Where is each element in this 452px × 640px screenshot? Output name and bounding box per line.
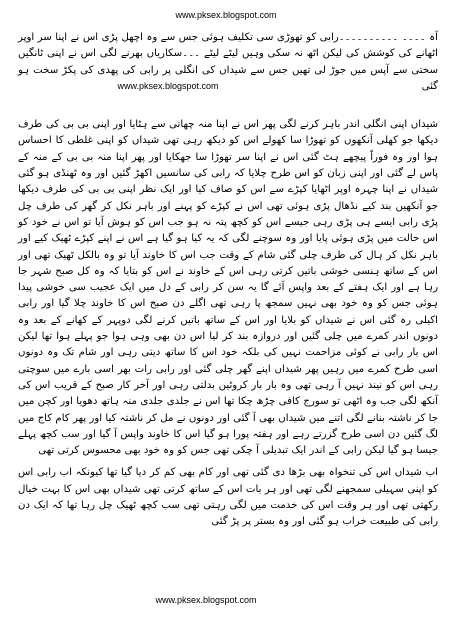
watermark-bottom: www.pksex.blogspot.com: [155, 595, 257, 605]
paragraph-3: اب شیداں اس کی تنخواہ بھی بڑھا دی گئی تھی اور کام بھی کم کر دیا گیا تھا کیونکہ اب رابی اس کو اپنی سہیلی سمجھنے لگی تھی اور ہر بات اس کے ساتھ کرتی تھی شیداں بھی اس کا بہت خیال رکھتی تھی اور ہر وقت اس کی خدمت میں لگی رہتی تھی سب کچھ ٹھیک چل رہا تھا کہ ایک دن رابی کی طبیعت خراب ہو گئی اور وہ بستر پر پڑ گئی: [18, 467, 438, 528]
watermark-top: www.pksex.blogspot.com: [175, 10, 277, 20]
paragraph-1: آہ ۔۔۔۔ ۔۔۔۔۔۔۔۔۔۔رابی کو تھوڑی سی تکلیف ہوئی جس سے وہ اچھل پڑی اس نے اپنا سر اوپر اٹھانے کی کوشش کی لیکن اٹھ نہ سکی وہیں لیٹے لیٹے ۔۔۔سکاریاں بھرنے لگی اس نے اپنی ٹانگیں سختی سے آپس میں جوڑ لی تھیں جس سے شیداں کی انگلی پر رابی کی پھدی کی پکڑ سخت ہو گئی: [18, 32, 438, 92]
watermark-middle: www.pksex.blogspot.com: [117, 81, 219, 91]
story-body: [18, 30, 438, 531]
paragraph-2: شیداں اپنی انگلی اندر باہر کرنے لگی پھر اس نے اپنا منہ چھاتی سے ہٹایا اور اپنی بی بی کی طرف دیکھا جو کھلی آنکھوں کو تھوڑا سا کھولے اس کو دیکھ رہی تھی شیداں کو اپنی غلطی کا احساس ہوا اور وہ فوراً پیچھے ہٹ گئی اس نے اپنا سر تھوڑا سا جھکایا اور پھر اپنا منہ بی بی کے منہ کے پاس لے گئی اور اپنی زبان کو اس طرح چلایا کہ رابی کی سانسیں اکھڑ گئیں اور وہ ٹھنڈی ہو گئی شیداں نے اپنا چہرہ اوپر اٹھایا کپڑے سے اس کو صاف کیا اور ایک نظر اپنی بی بی کی طرف دیکھا جو آنکھیں بند کیے نڈھال پڑی ہوئی تھی اس نے کپڑے کو پہنے اور باہر نکل کر گھر کی طرف چل پڑی رابی ایسے ہی پڑی رہی جیسے اس کو کچھ پتہ نہ ہو جب اس کو ہوش آیا تو اس نے خود کو اس حالت میں پڑی ہوئی پایا اور وہ سوچنے لگی کہ یہ کیا ہو گیا ہے اس نے اپنے کپڑے ٹھیک کیے اور باہر نکل کر ہال کی طرف چلی گئی شام کے وقت جب اس کا خاوند آیا تو وہ بالکل ٹھیک تھی اور اس کے ساتھ ہنسی خوشی باتیں کرتی رہی اس کے خاوند نے اس کو بتایا کہ وہ کل صبح شہر جا رہا ہے اور ایک ہفتے کے بعد واپس آئے گا یہ سن کر رابی کے دل میں ایک عجیب سی خوشی پیدا ہوئی جس کو وہ خود بھی نہیں سمجھ پا رہی تھی اگلے دن صبح اس کا خاوند چلا گیا اور رابی اکیلی رہ گئی اس نے شیداں کو بلایا اور اس کے ساتھ باتیں کرنے لگی دوپہر کے کھانے کے بعد وہ دونوں اندر کمرے میں چلی گئیں اور دروازہ بند کر لیا اس دن بھی وہی ہوا جو پہلے ہوا تھا لیکن اس بار رابی نے کوئی مزاحمت نہیں کی بلکہ خود اس کا ساتھ دیتی رہی اور شام تک وہ دونوں اسی طرح کمرے میں رہیں پھر شیداں اپنے گھر چلی گئی اور رابی رات بھر اسی بارے میں سوچتی رہی اس کو نیند نہیں آ رہی تھی وہ بار بار کروٹیں بدلتی رہی اور آخر کار صبح کے قریب اس کی آنکھ لگی جب وہ اٹھی تو سورج کافی چڑھ چکا تھا اس نے جلدی جلدی منہ ہاتھ دھویا اور کچن میں جا کر ناشتہ بنانے لگی اتنے میں شیداں بھی آ گئی اور دونوں نے مل کر ناشتہ کیا اور پھر کام کاج میں لگ گئیں دن اسی طرح گزرتے رہے اور ہفتہ پورا ہو گیا اس کا خاوند واپس آ گیا اور سب کچھ پہلے جیسا ہو گیا لیکن رابی کے اندر ایک تبدیلی آ چکی تھی جس کو وہ خود بھی محسوس کرتی تھی: [18, 119, 438, 457]
